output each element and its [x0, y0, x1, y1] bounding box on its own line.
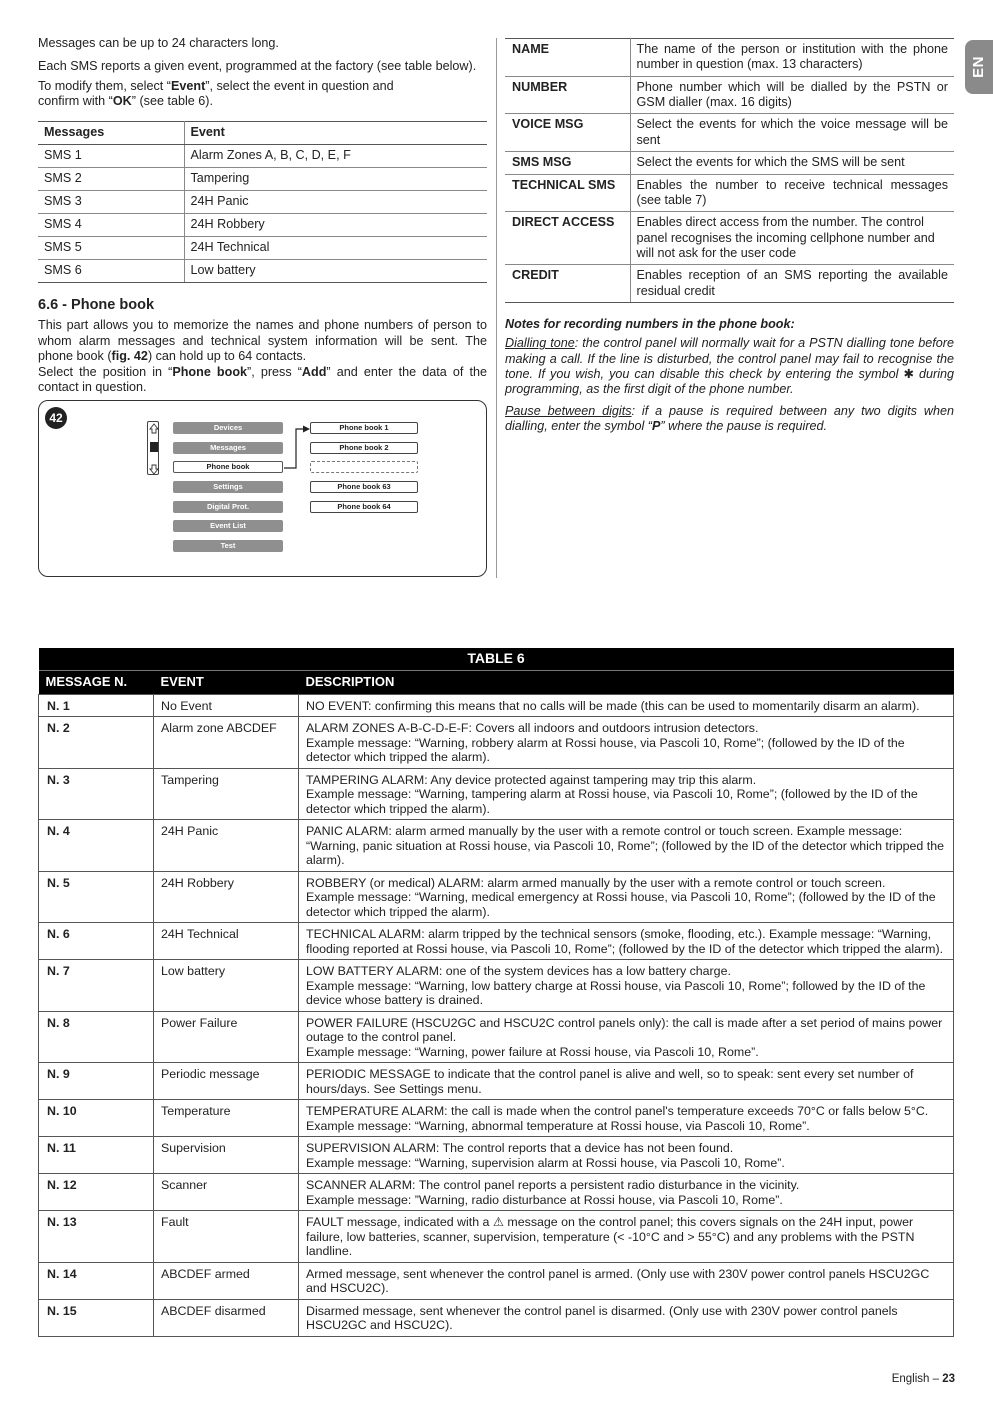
event-name: Periodic message — [154, 1063, 299, 1100]
header-description: DESCRIPTION — [299, 670, 954, 694]
event-description: TEMPERATURE ALARM: the call is made when the control panel's temperature exceeds 70°C or falls below 5°C. Example message: “Warning, abnormal temperature at Rossi house, via Pascoli 10, Rome”. — [299, 1100, 954, 1137]
event-description: PANIC ALARM: alarm armed manually by the user with a remote control or touch screen. Example message: “Warning, panic situation at Rossi house, via Pascoli 10, Rome”; (followed by the ID of the detector which tripped the alarm). — [299, 820, 954, 872]
message-number: N. 2 — [39, 717, 154, 769]
table-row — [39, 923, 954, 960]
sms-event: 24H Technical — [184, 236, 487, 259]
sms-header-messages: Messages — [38, 122, 184, 144]
event-name: Power Failure — [154, 1011, 299, 1063]
phone-book-entry-2[interactable]: Phone book 2 — [310, 442, 418, 454]
table-row — [39, 717, 954, 769]
event-name: Low battery — [154, 960, 299, 1012]
footer-language: English – — [891, 1373, 943, 1385]
table-caption: TABLE 6 — [39, 648, 954, 670]
table-row — [39, 1262, 954, 1299]
sms-id: SMS 4 — [38, 213, 184, 236]
table-row — [39, 1011, 954, 1063]
page-number: 23 — [942, 1373, 955, 1385]
table-row — [39, 1100, 954, 1137]
phone-book-paragraph: This part allows you to memorize the names and phone numbers of person to whom alarm messages and technical system information will be sent. The phone book (fig. 42) can hold up to 64 contacts. Select the position in “Phone book”, press “Add” and enter the data of the contact in question. — [38, 318, 487, 394]
notes-title: Notes for recording numbers in the phone book: — [505, 317, 795, 332]
message-number: N. 10 — [39, 1100, 154, 1137]
field-name: DIRECT ACCESS — [505, 212, 630, 265]
event-description: Disarmed message, sent whenever the control panel is disarmed. (Only use with 230V power control panels HSCU2GC and HSCU2C). — [299, 1299, 954, 1336]
sms-id: SMS 5 — [38, 236, 184, 259]
event-description: SCANNER ALARM: The control panel reports a persistent radio disturbance in the vicinity. Example message: ”Warning, radio disturbance at Rossi house, via Pascoli 10, Rome”. — [299, 1174, 954, 1211]
field-description: Enables reception of an SMS reporting the available residual credit — [630, 265, 954, 303]
table-row — [505, 114, 954, 152]
note-pause-between-digits: Pause between digits: if a pause is required between any two digits when dialling, enter the symbol “P” where the pause is required. — [505, 403, 954, 434]
event-name: Supervision — [154, 1137, 299, 1174]
field-name: NUMBER — [505, 76, 630, 114]
table-header-row — [39, 670, 954, 694]
connector-arrow-icon — [39, 401, 488, 578]
event-name: Alarm zone ABCDEF — [154, 717, 299, 769]
header-message-n: MESSAGE N. — [39, 670, 154, 694]
message-number: N. 7 — [39, 960, 154, 1012]
event-name: Scanner — [154, 1174, 299, 1211]
page-footer — [892, 1372, 955, 1386]
event-name: Tampering — [154, 768, 299, 820]
table-row — [505, 265, 954, 303]
event-description: TAMPERING ALARM: Any device protected against tampering may trip this alarm. Example message: “Warning, tampering alarm at Rossi house, via Pascoli 10, Rome”; (followed by the ID of the detector which tripped the alarm). — [299, 768, 954, 820]
menu-item-messages[interactable]: Messages — [173, 442, 283, 454]
event-description: NO EVENT: confirming this means that no calls will be made (this can be used to momentarily disarm an alarm). — [299, 694, 954, 717]
sms-table-header — [38, 122, 487, 144]
header-event: EVENT — [154, 670, 299, 694]
field-name: TECHNICAL SMS — [505, 174, 630, 212]
menu-item-test[interactable]: Test — [173, 540, 283, 552]
event-name: 24H Technical — [154, 923, 299, 960]
column-divider — [496, 38, 497, 578]
field-description: Select the events for which the voice message will be sent — [630, 114, 954, 152]
intro-paragraph-2: Each SMS reports a given event, programmed at the factory (see table below). — [38, 59, 477, 74]
menu-item-phone-book[interactable]: Phone book — [173, 461, 283, 473]
phone-book-entry-63[interactable]: Phone book 63 — [310, 481, 418, 493]
sms-id: SMS 2 — [38, 167, 184, 190]
sms-event: Tampering — [184, 167, 487, 190]
event-name: 24H Panic — [154, 820, 299, 872]
sms-event-table — [38, 121, 487, 282]
table-row — [39, 694, 954, 717]
table-row — [39, 1174, 954, 1211]
table-caption-row — [39, 648, 954, 670]
figure-42 — [38, 400, 487, 577]
field-name: SMS MSG — [505, 152, 630, 174]
table-row — [505, 152, 954, 174]
table-row — [38, 144, 487, 167]
event-description: FAULT message, indicated with a ⚠ message on the control panel; this covers signals on the 24H input, power failure, low batteries, scanner, supervision, temperature (< -10°C and > 55°C) and any problems with the PSTN landline. — [299, 1211, 954, 1263]
table-row — [39, 1299, 954, 1336]
phone-book-entry-64[interactable]: Phone book 64 — [310, 501, 418, 513]
field-description: Enables the number to receive technical messages (see table 7) — [630, 174, 954, 212]
field-description: Enables direct access from the number. The control panel recognises the incoming cellphone number and will not ask for the user code — [630, 212, 954, 265]
event-description: TECHNICAL ALARM: alarm tripped by the technical sensors (smoke, flooding, etc.). Example message: “Warning, flooding reported at Rossi house, via Pascoli 10, Rome”; (followed by the ID of the detector which tripped the alarm). — [299, 923, 954, 960]
field-name: VOICE MSG — [505, 114, 630, 152]
event-name: 24H Robbery — [154, 871, 299, 923]
note-dialling-tone: Dialling tone: the control panel will normally wait for a PSTN dialling tone before making a call. If the line is disturbed, the control panel may fail to recognise the tone. If you wish, you can disable this check by entering the symbol ✱ during programming, as the first digit of the phone number. — [505, 336, 954, 397]
event-name: Temperature — [154, 1100, 299, 1137]
table-row — [39, 1211, 954, 1263]
table-6 — [38, 648, 954, 1337]
event-name: ABCDEF armed — [154, 1262, 299, 1299]
sms-id: SMS 1 — [38, 144, 184, 167]
event-description: SUPERVISION ALARM: The control reports that a device has not been found. Example message: “Warning, supervision alarm at Rossi house, via Pascoli 10, Rome”. — [299, 1137, 954, 1174]
table-row — [39, 960, 954, 1012]
menu-item-settings[interactable]: Settings — [173, 481, 283, 493]
table-row — [505, 212, 954, 265]
sms-event: Low battery — [184, 259, 487, 282]
event-description: PERIODIC MESSAGE to indicate that the control panel is alive and well, so to speak: sent every set number of hours/days. See Settings menu. — [299, 1063, 954, 1100]
message-number: N. 6 — [39, 923, 154, 960]
event-name: ABCDEF disarmed — [154, 1299, 299, 1336]
table-row — [38, 167, 487, 190]
sms-id: SMS 3 — [38, 190, 184, 213]
section-title-phone-book: 6.6 - Phone book — [38, 296, 155, 313]
table-row — [505, 76, 954, 114]
field-description: Phone number which will be dialled by the PSTN or GSM dialler (max. 16 digits) — [630, 76, 954, 114]
field-description: Select the events for which the SMS will be sent — [630, 152, 954, 174]
table-row — [505, 39, 954, 77]
message-number: N. 4 — [39, 820, 154, 872]
message-number: N. 12 — [39, 1174, 154, 1211]
sms-id: SMS 6 — [38, 259, 184, 282]
message-number: N. 3 — [39, 768, 154, 820]
field-name: CREDIT — [505, 265, 630, 303]
message-number: N. 8 — [39, 1011, 154, 1063]
table-row — [39, 820, 954, 872]
message-number: N. 5 — [39, 871, 154, 923]
figure-number-badge: 42 — [45, 407, 67, 429]
table-6-body — [39, 694, 954, 1336]
sms-event: 24H Panic — [184, 190, 487, 213]
event-name: No Event — [154, 694, 299, 717]
table-row — [39, 871, 954, 923]
message-number: N. 9 — [39, 1063, 154, 1100]
sms-header-event: Event — [184, 122, 487, 144]
intro-paragraph-1: Messages can be up to 24 characters long. — [38, 36, 279, 50]
table-row — [505, 174, 954, 212]
message-number: N. 1 — [39, 694, 154, 717]
field-description: The name of the person or institution with the phone number in question (max. 13 characters) — [630, 39, 954, 77]
event-name: Fault — [154, 1211, 299, 1263]
menu-item-devices[interactable]: Devices — [173, 422, 283, 434]
table-row — [39, 768, 954, 820]
menu-item-event-list[interactable]: Event List — [173, 520, 283, 532]
phone-book-entry-placeholder — [310, 461, 418, 473]
event-description: Armed message, sent whenever the control panel is armed. (Only use with 230V power control panels HSCU2GC and HSCU2C). — [299, 1262, 954, 1299]
event-description: LOW BATTERY ALARM: one of the system devices has a low battery charge. Example message: “Warning, low battery charge at Rossi house, via Pascoli 10, Rome”; followed by the ID of the device whose battery is drained. — [299, 960, 954, 1012]
right-column — [505, 38, 954, 441]
event-description: ALARM ZONES A-B-C-D-E-F: Covers all indoors and outdoors intrusion detectors. Example message: “Warning, robbery alarm at Rossi house, via Pascoli 10, Rome”; (followed by the ID of the detector which tripped the alarm). — [299, 717, 954, 769]
sms-event: 24H Robbery — [184, 213, 487, 236]
event-description: ROBBERY (or medical) ALARM: alarm armed manually by the user with a remote control or touch screen. Example message: “Warning, medical emergency at Rossi house, via Pascoli 10, Rome”; (followed by the ID of the detector which tripped the alarm). — [299, 871, 954, 923]
table-row — [38, 236, 487, 259]
phone-book-fields-table — [505, 38, 954, 303]
table-row — [38, 259, 487, 282]
field-name: NAME — [505, 39, 630, 77]
event-description: POWER FAILURE (HSCU2GC and HSCU2C control panels only): the call is made after a set period of mains power outage to the control panel. Example message: “Warning, power failure at Rossi house, via Pascoli 10, Rome”. — [299, 1011, 954, 1063]
message-number: N. 14 — [39, 1262, 154, 1299]
left-column — [38, 36, 487, 395]
table-row — [39, 1063, 954, 1100]
menu-item-digital-prot[interactable]: Digital Prot. — [173, 501, 283, 513]
message-number: N. 15 — [39, 1299, 154, 1336]
table-row — [38, 190, 487, 213]
intro-paragraph-3: To modify them, select “Event”, select the event in question and confirm with “OK” (see table 6). — [38, 78, 394, 109]
language-tab-label: EN — [969, 56, 987, 78]
phone-book-entry-1[interactable]: Phone book 1 — [310, 422, 418, 434]
message-number: N. 13 — [39, 1211, 154, 1263]
table-row — [38, 213, 487, 236]
language-tab — [965, 40, 993, 94]
table-row — [39, 1137, 954, 1174]
sms-event: Alarm Zones A, B, C, D, E, F — [184, 144, 487, 167]
message-number: N. 11 — [39, 1137, 154, 1174]
